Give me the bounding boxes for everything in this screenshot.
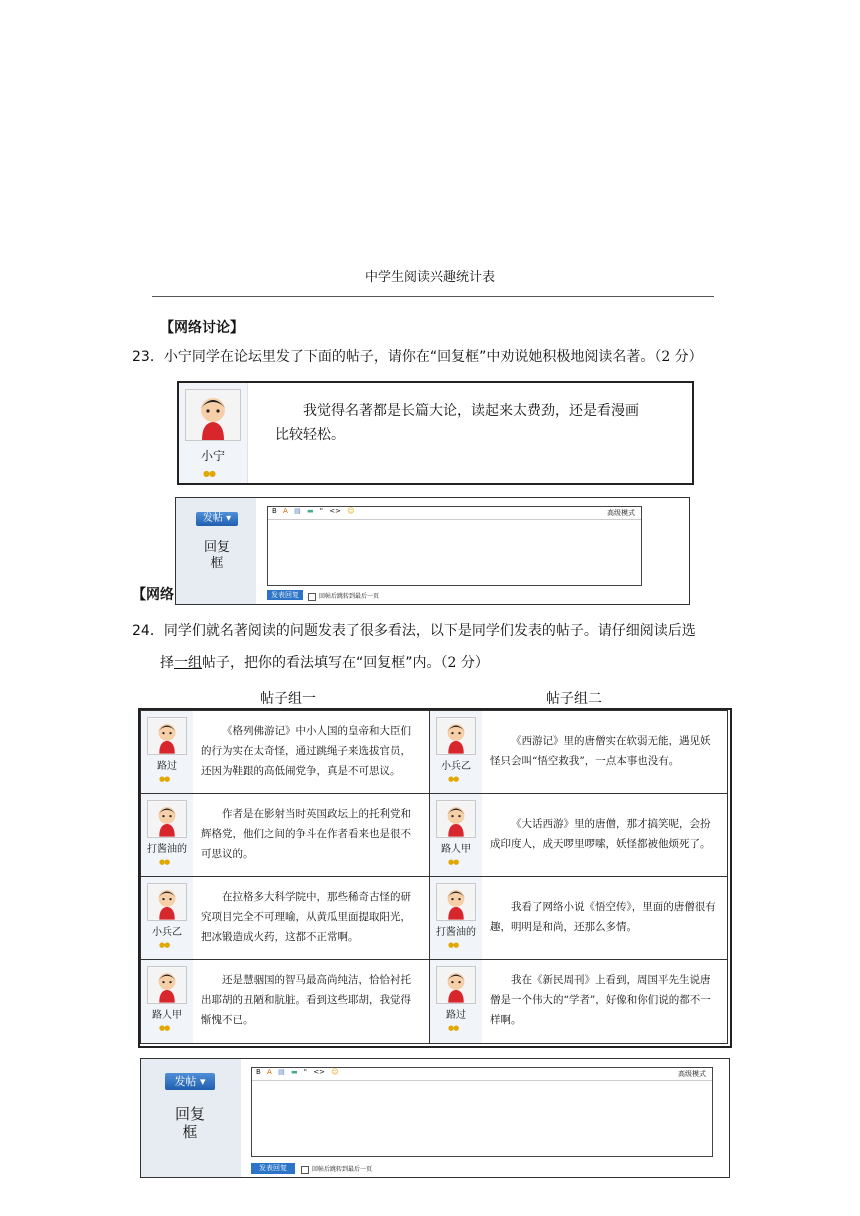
emoji-icon[interactable]: ☺ <box>347 507 355 515</box>
advanced-mode-link[interactable]: 高级模式 <box>607 509 635 517</box>
image-icon[interactable]: ▤ <box>278 1068 285 1076</box>
link-icon[interactable]: ▬ <box>290 1068 298 1076</box>
post-content: 在拉格多大科学院中，那些稀奇古怪的研究项目完全不可理喻，从黄瓜里面提取阳光，把冰锻造成火药，这都不正常啊。 <box>201 891 411 943</box>
advanced-mode-link[interactable]: 高级模式 <box>678 1070 706 1078</box>
question-23-text: 23．小宁同学在论坛里发了下面的帖子，请你在“回复框”中劝说她积极地阅读名著。 <box>132 349 655 365</box>
post-content: 《大话西游》里的唐僧，那才搞笑呢，会扮成印度人，成天啰里啰嗦，妖怪都被他烦死了。 <box>490 818 711 850</box>
post-content: 我觉得名著都是长篇大论，读起来太费劲，还是看漫画比较轻松。 <box>275 403 639 443</box>
rank-icon: ●● <box>448 858 459 866</box>
post-button[interactable]: 发帖 ▾ <box>196 512 238 526</box>
question-24-points: （2 分） <box>440 655 489 671</box>
group2-post-1 <box>429 710 728 794</box>
quote-icon[interactable]: " <box>303 1068 308 1076</box>
editor-toolbar <box>268 507 641 520</box>
username: 路人甲 <box>441 844 471 855</box>
group1-post-4 <box>140 959 430 1044</box>
posts-grid <box>138 708 732 1048</box>
section-label: 【网络讨论】 <box>160 320 244 336</box>
reply-box-label: 回复框 <box>203 540 230 571</box>
table-title: 中学生阅读兴趣统计表 <box>364 270 495 285</box>
submit-reply-button[interactable]: 发表回复 <box>251 1163 295 1174</box>
avatar <box>436 883 476 921</box>
avatar <box>436 966 476 1004</box>
checkbox-icon[interactable] <box>308 593 316 601</box>
avatar <box>185 389 241 441</box>
group1-post-2 <box>140 793 430 877</box>
rank-icon: ●● <box>448 941 459 949</box>
username: 小兵乙 <box>152 927 182 938</box>
boy-avatar-icon <box>437 967 475 1003</box>
bold-icon[interactable]: B <box>256 1068 261 1076</box>
question-23 <box>132 346 703 368</box>
font-color-icon[interactable]: A <box>283 507 288 515</box>
avatar <box>436 717 476 755</box>
group2-label: 帖子组二 <box>546 691 602 707</box>
username: 路过 <box>446 1010 466 1021</box>
quote-icon[interactable]: " <box>319 507 324 515</box>
submit-reply-button[interactable]: 发表回复 <box>267 590 303 600</box>
username: 小兵乙 <box>441 761 471 772</box>
jump-last-page-checkbox[interactable] <box>308 591 379 601</box>
checkbox-label: 回帖后跳转到最后一页 <box>312 1166 373 1173</box>
rank-icon: ●● <box>159 858 170 866</box>
question-24-line2 <box>160 652 489 674</box>
rank-icon: ●● <box>203 469 215 478</box>
reply-editor[interactable] <box>267 506 642 586</box>
reply-editor[interactable] <box>251 1067 713 1157</box>
group1-post-3 <box>140 876 430 960</box>
post-xiaoning <box>177 381 694 485</box>
avatar <box>147 883 187 921</box>
font-color-icon[interactable]: A <box>267 1068 272 1076</box>
post-content: 作者是在影射当时英国政坛上的托利党和辉格党，他们之间的争斗在作者看来也是很不可思议的。 <box>201 808 411 860</box>
post-content: 我看了网络小说《悟空传》，里面的唐僧很有趣，明明是和尚，还那么多情。 <box>490 901 716 933</box>
q24-post: 帖子，把你的看法填写在“回复框”内。 <box>202 655 441 671</box>
group2-post-2 <box>429 793 728 877</box>
code-icon[interactable]: <> <box>329 507 341 515</box>
boy-avatar-icon <box>148 801 186 837</box>
post-content: 《格列佛游记》中小人国的皇帝和大臣们的行为实在太奇怪，通过跳绳子来选拔官员，还因为鞋跟的高低闹党争，真是不可思议。 <box>201 725 411 777</box>
editor-toolbar <box>252 1068 712 1081</box>
question-23-points: （2 分） <box>654 349 703 365</box>
reply-box-2 <box>140 1058 730 1178</box>
username: 路人甲 <box>152 1010 182 1021</box>
post-button[interactable]: 发帖 ▾ <box>165 1073 215 1090</box>
group2-post-3 <box>429 876 728 960</box>
group1-post-1 <box>140 710 430 794</box>
username: 小宁 <box>200 449 225 463</box>
checkbox-label: 回帖后跳转到最后一页 <box>319 593 380 600</box>
title-rule <box>152 296 714 297</box>
emoji-icon[interactable]: ☺ <box>331 1068 339 1076</box>
username: 打酱油的 <box>436 927 476 938</box>
username: 路过 <box>157 761 177 772</box>
avatar <box>147 800 187 838</box>
reply-box-1 <box>175 497 690 605</box>
rank-icon: ●● <box>448 1024 459 1032</box>
bold-icon[interactable]: B <box>272 507 277 515</box>
image-icon[interactable]: ▤ <box>294 507 301 515</box>
boy-avatar-icon <box>148 718 186 754</box>
post-content: 我在《新民周刊》上看到，周国平先生说唐僧是一个伟大的“学者”，好像和你们说的都不一样啊。 <box>490 974 711 1026</box>
group1-label: 帖子组一 <box>260 691 316 707</box>
q24-pre: 择 <box>160 655 174 671</box>
post-content: 《西游记》里的唐僧实在软弱无能，遇见妖怪只会叫“悟空救我”，一点本事也没有。 <box>490 735 711 767</box>
question-24-line1: 24．同学们就名著阅读的问题发表了很多看法，以下是同学们发表的帖子。请仔细阅读后选 <box>132 623 696 639</box>
boy-avatar-icon <box>148 884 186 920</box>
group2-post-4 <box>429 959 728 1044</box>
rank-icon: ●● <box>159 1024 170 1032</box>
username: 打酱油的 <box>147 844 187 855</box>
avatar <box>436 800 476 838</box>
post-content: 还是慧骃国的智马最高尚纯洁，恰恰衬托出耶胡的丑陋和肮脏。看到这些耶胡，我觉得惭愧不已。 <box>201 974 411 1026</box>
checkbox-icon[interactable] <box>301 1166 309 1174</box>
boy-avatar-icon <box>186 390 240 440</box>
code-icon[interactable]: <> <box>313 1068 325 1076</box>
boy-avatar-icon <box>437 801 475 837</box>
rank-icon: ●● <box>159 941 170 949</box>
reply-box-label: 回复框 <box>174 1105 205 1141</box>
rank-icon: ●● <box>448 775 459 783</box>
rank-icon: ●● <box>159 775 170 783</box>
q24-underlined: 一组 <box>174 655 202 671</box>
link-icon[interactable]: ▬ <box>306 507 314 515</box>
hidden-section-fragment: 【网络 <box>132 587 174 603</box>
boy-avatar-icon <box>437 718 475 754</box>
jump-last-page-checkbox[interactable] <box>301 1164 372 1174</box>
boy-avatar-icon <box>148 967 186 1003</box>
avatar <box>147 966 187 1004</box>
boy-avatar-icon <box>437 884 475 920</box>
avatar <box>147 717 187 755</box>
